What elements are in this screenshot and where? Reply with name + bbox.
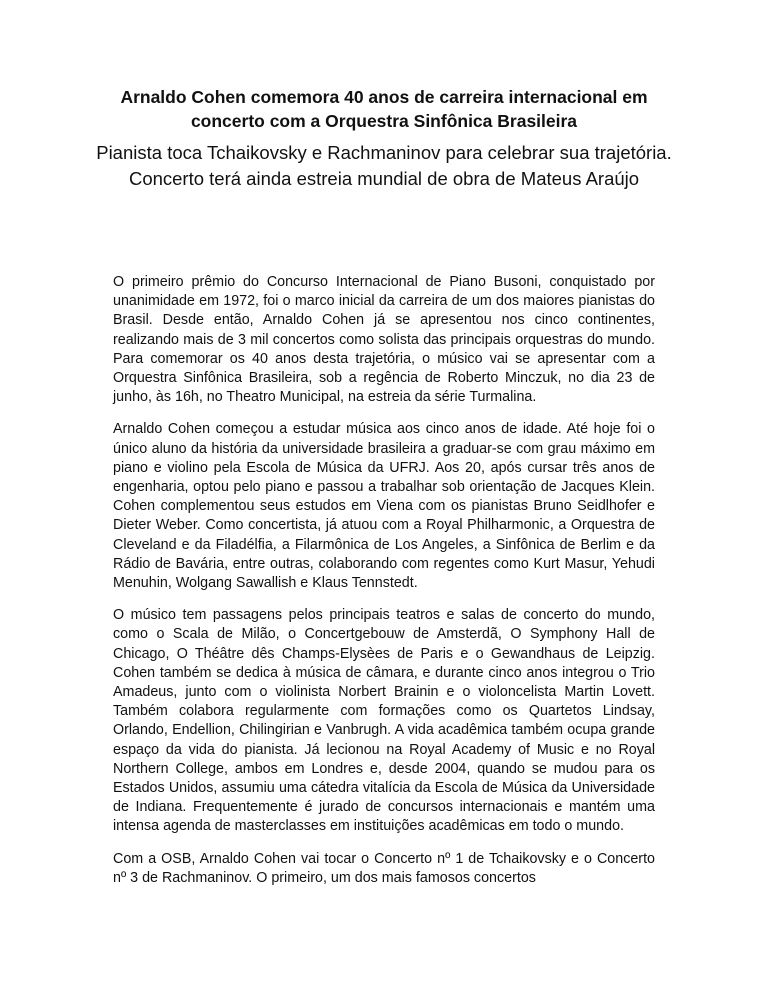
paragraph: Arnaldo Cohen começou a estudar música aos cinco anos de idade. Até hoje foi o único aluno da história da universidade brasileira a graduar-se com grau máximo em piano e violino pela Escola de Música da UFRJ. Aos 20, após cursar três anos de engenharia, optou pelo piano e passou a trabalhar sob orientação de Jacques Klein. Cohen complementou seus estudos em Viena com os pianistas Bruno Seidlhofer e Dieter Weber. Como concertista, já atuou com a Royal Philharmonic, a Orquestra de Cleveland e da Filadélfia, a Filarmônica de Los Angeles, a Sinfônica de Berlim e da Rádio de Bavária, entre outras, colaborando com regentes como Kurt Masur, Yehudi Menuhin, Wolgang Sawallish e Klaus Tennstedt. [113,421,655,592]
document-body [113,273,655,901]
paragraph: Com a OSB, Arnaldo Cohen vai tocar o Concerto nº 1 de Tchaikovsky e o Concerto nº 3 de Rachmaninov. O primeiro, um dos mais famosos concertos [113,850,655,886]
paragraph: O músico tem passagens pelos principais teatros e salas de concerto do mundo, como o Scala de Milão, o Concertgebouw de Amsterdã, O Symphony Hall de Chicago, O Théâtre dês Champs-Elysèes de Paris e o Gewandhaus de Leipzig. Cohen também se dedica à música de câmara, e durante cinco anos integrou o Trio Amadeus, junto com o violinista Norbert Brainin e o violoncelista Martin Lovett. Também colabora regularmente com formações como os Quartetos Lindsay, Orlando, Endellion, Chilingirian e Vanbrugh. A vida acadêmica também ocupa grande espaço da vida do pianista. Já lecionou na Royal Academy of Music e no Royal Northern College, ambos em Londres e, desde 2004, quando se mudou para os Estados Unidos, assumiu uma cátedra vitalícia da Escola de Música da Universidade de Indiana. Frequentemente é jurado de concursos internacionais e mantém uma intensa agenda de masterclasses em instituições acadêmicas em todo o mundo. [113,607,655,835]
paragraph: O primeiro prêmio do Concurso Internacional de Piano Busoni, conquistado por unanimidade em 1972, foi o marco inicial da carreira de um dos maiores pianistas do Brasil. Desde então, Arnaldo Cohen já se apresentou nos cinco continentes, realizando mais de 3 mil concertos como solista das principais orquestras do mundo. Para comemorar os 40 anos desta trajetória, o músico vai se apresentar com a Orquestra Sinfônica Brasileira, sob a regência de Roberto Minczuk, no dia 23 de junho, às 16h, no Theatro Municipal, na estreia da série Turmalina. [113,274,655,406]
document-subtitle: Pianista toca Tchaikovsky e Rachmaninov para celebrar sua trajetória. Concerto terá ainda estreia mundial de obra de Mateus Araújo [96,142,672,189]
document-title: Arnaldo Cohen comemora 40 anos de carreira internacional em concerto com a Orquestra Sinfônica Brasileira [120,87,648,131]
